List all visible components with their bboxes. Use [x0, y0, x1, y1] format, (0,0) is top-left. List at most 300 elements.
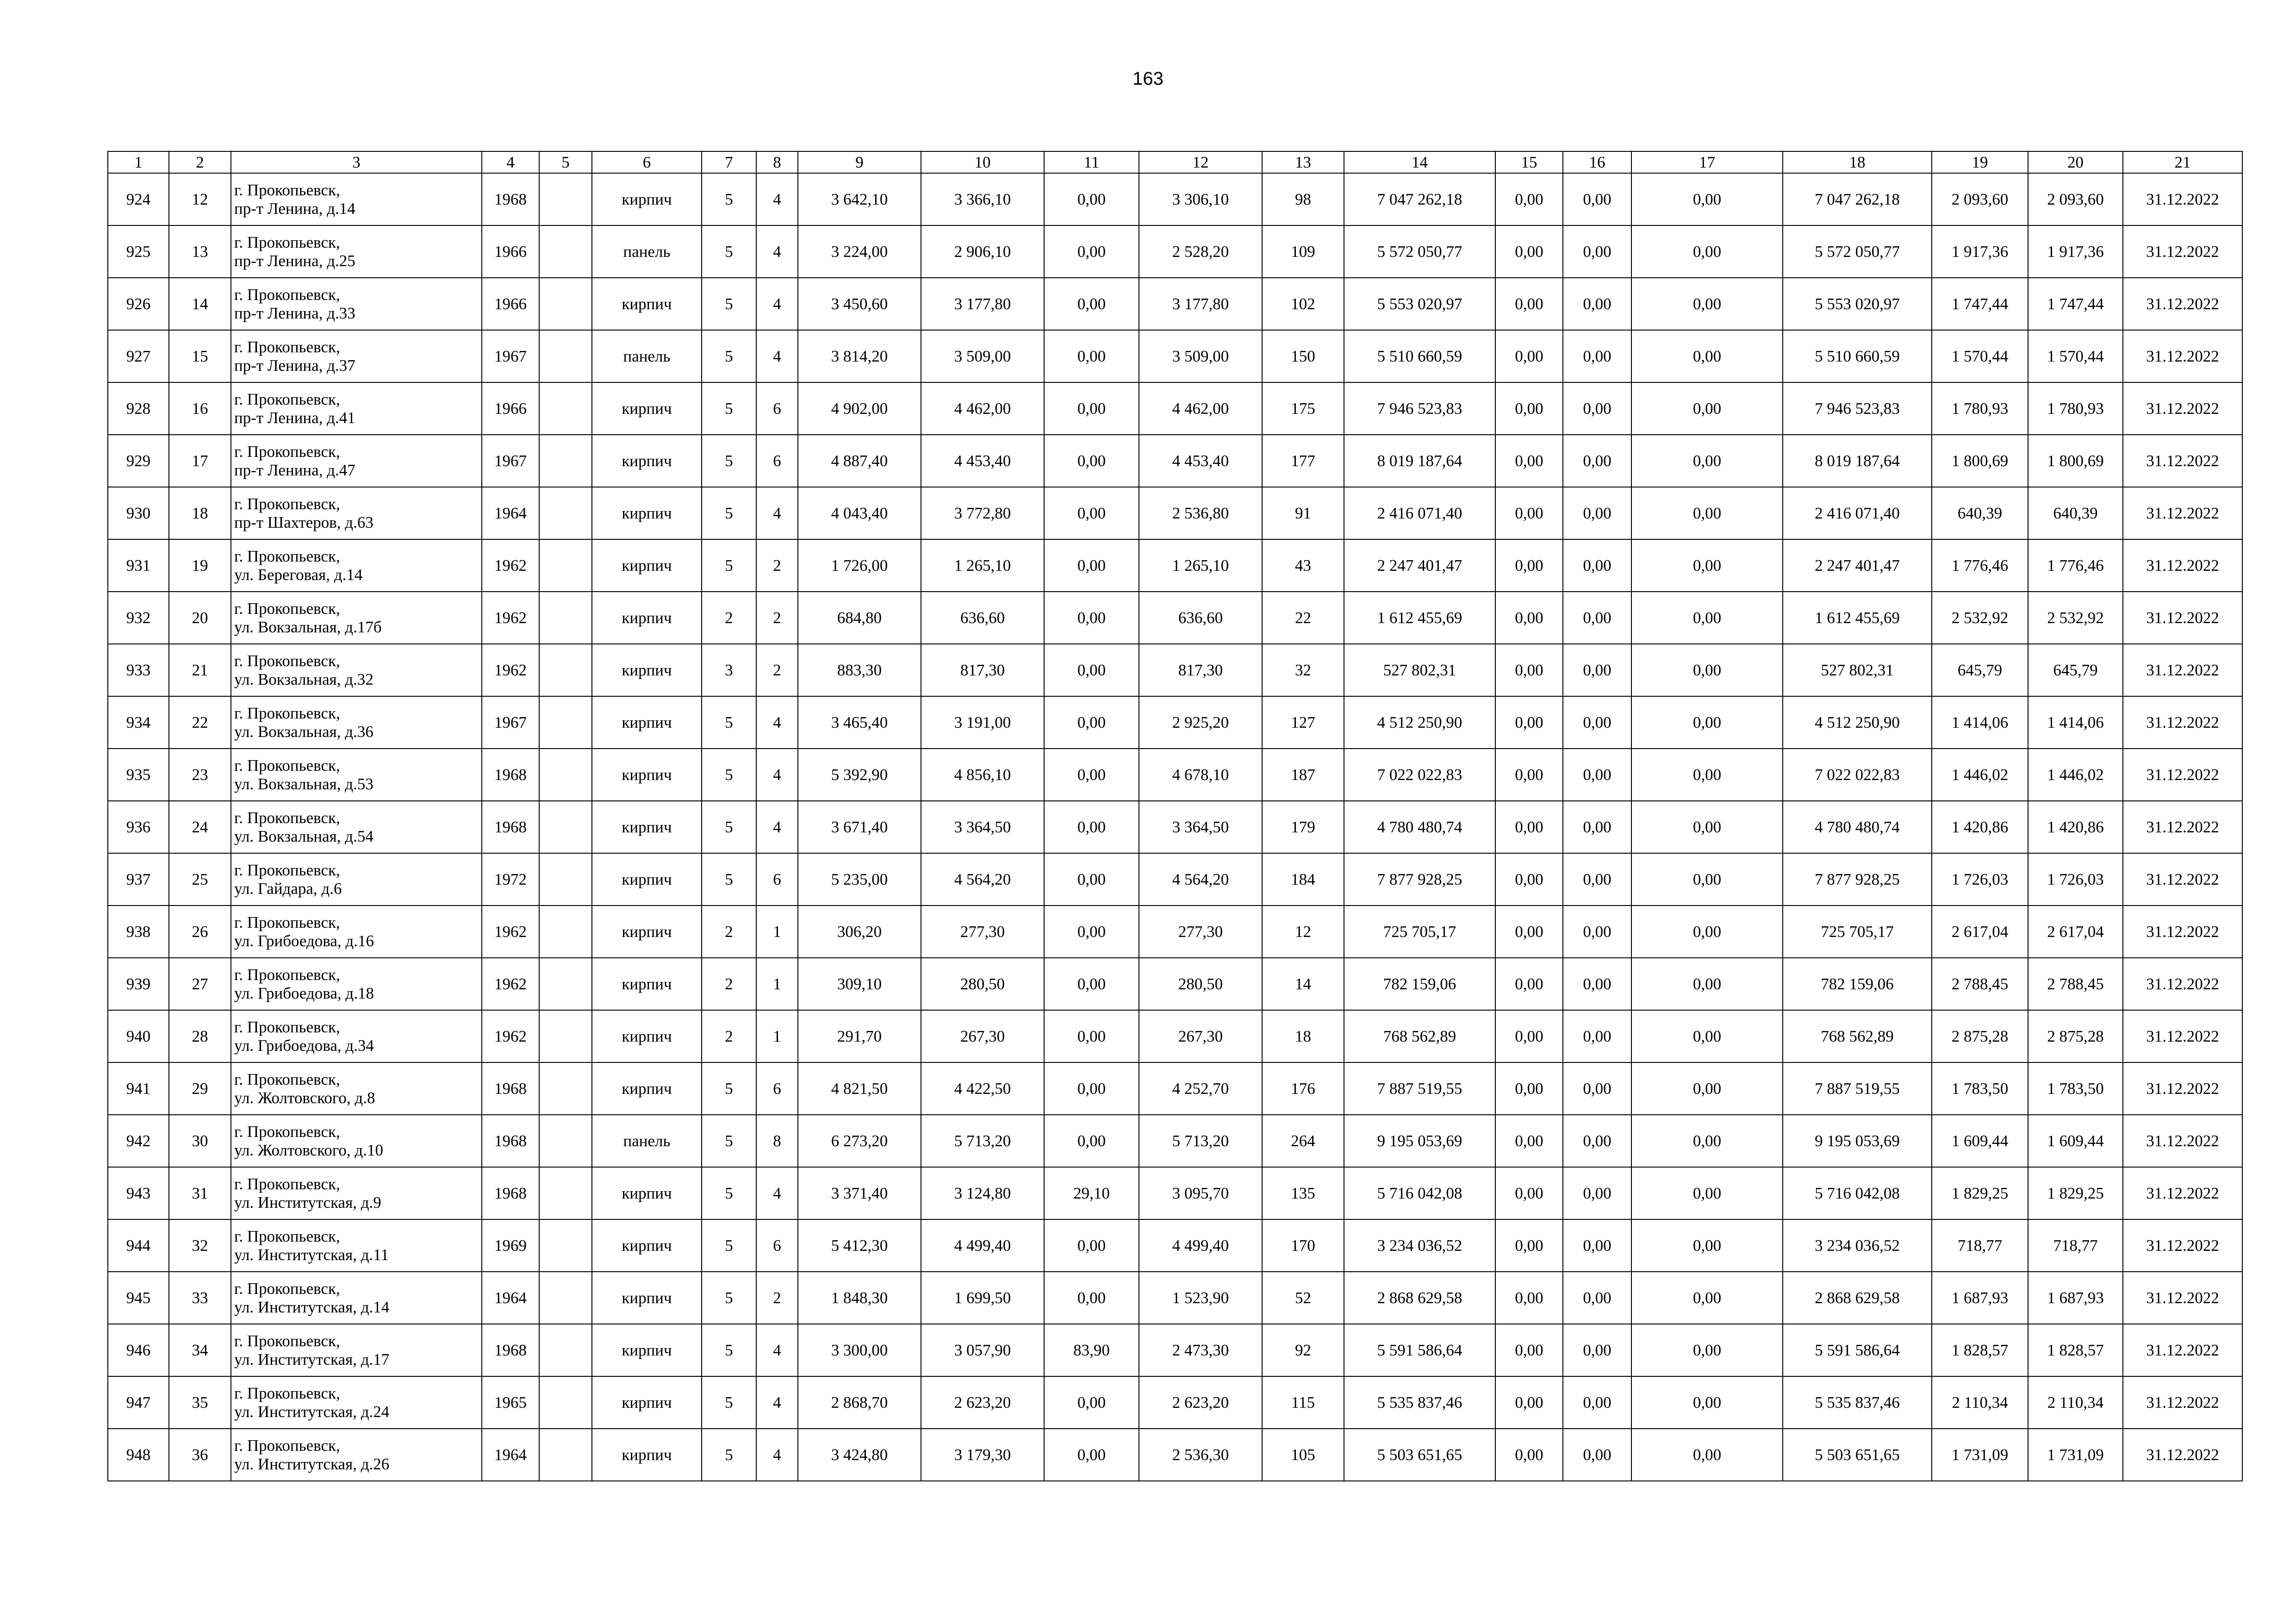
- table-cell-n: 928: [108, 382, 169, 435]
- table-cell-c15: 0,00: [1495, 435, 1563, 487]
- table-row: [108, 487, 2242, 539]
- table-cell-material: панель: [592, 1115, 702, 1167]
- table-cell-c15: 0,00: [1495, 539, 1563, 592]
- table-cell-residents: 105: [1262, 1429, 1344, 1481]
- table-cell-c12: 4 453,40: [1139, 435, 1262, 487]
- table-cell-c5: [539, 592, 592, 644]
- table-cell-living-area: 817,30: [921, 644, 1044, 696]
- table-row: [108, 539, 2242, 592]
- address-cell: [231, 853, 482, 906]
- table-cell-c19: 2 875,28: [1932, 1010, 2028, 1062]
- table-cell-cost: 9 195 053,69: [1344, 1115, 1495, 1167]
- address-cell: [231, 1062, 482, 1115]
- table-cell-material: кирпич: [592, 644, 702, 696]
- address-cell: [231, 1115, 482, 1167]
- table-cell-entrances: 4: [756, 696, 798, 749]
- table-cell-residents: 135: [1262, 1167, 1344, 1219]
- table-cell-living-area: 2 623,20: [921, 1376, 1044, 1429]
- address-city: г. Прокопьевск,: [234, 1018, 340, 1036]
- table-cell-c20: 1 780,93: [2028, 382, 2123, 435]
- table-cell-c17: 0,00: [1631, 906, 1783, 958]
- table-cell-date: 31.12.2022: [2123, 1010, 2242, 1062]
- table-cell-entrances: 1: [756, 958, 798, 1010]
- table-row: [108, 1167, 2242, 1219]
- table-cell-cost: 725 705,17: [1344, 906, 1495, 958]
- table-cell-year: 1968: [482, 749, 539, 801]
- table-cell-c19: 1 446,02: [1932, 749, 2028, 801]
- column-header: 4: [482, 151, 539, 173]
- table-cell-c12: 3 095,70: [1139, 1167, 1262, 1219]
- address-street: пр-т Ленина, д.33: [234, 304, 355, 322]
- table-cell-n: 942: [108, 1115, 169, 1167]
- table-cell-entrances: 2: [756, 539, 798, 592]
- table-cell-n: 933: [108, 644, 169, 696]
- table-cell-material: кирпич: [592, 1219, 702, 1272]
- table-cell-c15: 0,00: [1495, 592, 1563, 644]
- table-cell-living-area: 3 364,50: [921, 801, 1044, 853]
- table-cell-c15: 0,00: [1495, 801, 1563, 853]
- table-cell-total-area: 5 392,90: [798, 749, 921, 801]
- table-cell-c16: 0,00: [1563, 487, 1631, 539]
- table-cell-entrances: 6: [756, 435, 798, 487]
- table-cell-c20: 2 788,45: [2028, 958, 2123, 1010]
- table-cell-idx: 13: [169, 225, 231, 278]
- table-cell-material: кирпич: [592, 1376, 702, 1429]
- table-cell-total-area: 2 868,70: [798, 1376, 921, 1429]
- table-cell-cost: 5 503 651,65: [1344, 1429, 1495, 1481]
- address-street: пр-т Шахтеров, д.63: [234, 513, 373, 531]
- table-cell-cost: 7 887 519,55: [1344, 1062, 1495, 1115]
- table-cell-c17: 0,00: [1631, 225, 1783, 278]
- table-cell-material: кирпич: [592, 696, 702, 749]
- table-cell-year: 1967: [482, 696, 539, 749]
- table-cell-c16: 0,00: [1563, 749, 1631, 801]
- table-cell-year: 1962: [482, 906, 539, 958]
- table-cell-c12: 4 462,00: [1139, 382, 1262, 435]
- table-cell-year: 1968: [482, 1062, 539, 1115]
- table-cell-c19: 1 414,06: [1932, 696, 2028, 749]
- table-cell-n: 945: [108, 1272, 169, 1324]
- table-cell-date: 31.12.2022: [2123, 801, 2242, 853]
- address-city: г. Прокопьевск,: [234, 1070, 340, 1088]
- table-cell-cost: 1 612 455,69: [1344, 592, 1495, 644]
- table-cell-entrances: 6: [756, 1219, 798, 1272]
- table-cell-c15: 0,00: [1495, 1376, 1563, 1429]
- table-cell-c19: 2 110,34: [1932, 1376, 2028, 1429]
- table-cell-c12: 5 713,20: [1139, 1115, 1262, 1167]
- address-street: пр-т Ленина, д.41: [234, 408, 355, 427]
- table-cell-c18: 5 503 651,65: [1783, 1429, 1932, 1481]
- column-header: 6: [592, 151, 702, 173]
- table-cell-c5: [539, 539, 592, 592]
- table-cell-date: 31.12.2022: [2123, 1324, 2242, 1376]
- table-cell-c5: [539, 1010, 592, 1062]
- table-cell-date: 31.12.2022: [2123, 382, 2242, 435]
- table-cell-c19: 1 780,93: [1932, 382, 2028, 435]
- table-cell-idx: 14: [169, 278, 231, 330]
- address-cell: [231, 1219, 482, 1272]
- address-street: ул. Вокзальная, д.32: [234, 670, 373, 688]
- table-cell-total-area: 291,70: [798, 1010, 921, 1062]
- table-cell-c16: 0,00: [1563, 1167, 1631, 1219]
- table-cell-entrances: 2: [756, 1272, 798, 1324]
- table-cell-floors: 5: [702, 1062, 756, 1115]
- table-cell-material: кирпич: [592, 749, 702, 801]
- table-cell-idx: 29: [169, 1062, 231, 1115]
- page-number: 163: [1132, 69, 1164, 89]
- table-cell-cost: 5 553 020,97: [1344, 278, 1495, 330]
- table-cell-c12: 4 252,70: [1139, 1062, 1262, 1115]
- table-cell-c15: 0,00: [1495, 1115, 1563, 1167]
- table-cell-c20: 1 783,50: [2028, 1062, 2123, 1115]
- address-cell: [231, 225, 482, 278]
- table-cell-floors: 5: [702, 487, 756, 539]
- table-cell-floors: 5: [702, 435, 756, 487]
- table-cell-year: 1964: [482, 1429, 539, 1481]
- table-cell-n: 938: [108, 906, 169, 958]
- table-cell-n: 937: [108, 853, 169, 906]
- table-row: [108, 958, 2242, 1010]
- column-header: 14: [1344, 151, 1495, 173]
- table-row: [108, 696, 2242, 749]
- table-cell-living-area: 3 179,30: [921, 1429, 1044, 1481]
- table-cell-entrances: 2: [756, 592, 798, 644]
- table-cell-c17: 0,00: [1631, 382, 1783, 435]
- table-cell-material: кирпич: [592, 1272, 702, 1324]
- table-cell-c11: 0,00: [1044, 853, 1139, 906]
- table-cell-c5: [539, 1324, 592, 1376]
- address-cell: [231, 958, 482, 1010]
- table-cell-residents: 115: [1262, 1376, 1344, 1429]
- address-city: г. Прокопьевск,: [234, 861, 340, 879]
- table-cell-living-area: 3 191,00: [921, 696, 1044, 749]
- table-cell-c19: 1 609,44: [1932, 1115, 2028, 1167]
- table-cell-c20: 2 093,60: [2028, 173, 2123, 225]
- table-cell-n: 926: [108, 278, 169, 330]
- table-cell-idx: 21: [169, 644, 231, 696]
- table-cell-c11: 0,00: [1044, 278, 1139, 330]
- table-cell-entrances: 4: [756, 1376, 798, 1429]
- address-city: г. Прокопьевск,: [234, 1331, 340, 1350]
- table-cell-c12: 817,30: [1139, 644, 1262, 696]
- table-cell-n: 934: [108, 696, 169, 749]
- table-cell-living-area: 1 699,50: [921, 1272, 1044, 1324]
- table-cell-c15: 0,00: [1495, 644, 1563, 696]
- table-cell-floors: 5: [702, 278, 756, 330]
- address-city: г. Прокопьевск,: [234, 1174, 340, 1193]
- table-cell-idx: 26: [169, 906, 231, 958]
- table-cell-c18: 5 535 837,46: [1783, 1376, 1932, 1429]
- table-cell-date: 31.12.2022: [2123, 487, 2242, 539]
- table-cell-c15: 0,00: [1495, 1324, 1563, 1376]
- table-cell-year: 1962: [482, 958, 539, 1010]
- table-cell-total-area: 4 887,40: [798, 435, 921, 487]
- table-row: [108, 1010, 2242, 1062]
- table-cell-c19: 2 617,04: [1932, 906, 2028, 958]
- table-cell-n: 939: [108, 958, 169, 1010]
- table-cell-entrances: 1: [756, 906, 798, 958]
- table-cell-n: 948: [108, 1429, 169, 1481]
- address-city: г. Прокопьевск,: [234, 442, 340, 461]
- table-cell-c16: 0,00: [1563, 173, 1631, 225]
- address-city: г. Прокопьевск,: [234, 913, 340, 931]
- address-street: пр-т Ленина, д.37: [234, 356, 355, 375]
- table-cell-material: кирпич: [592, 539, 702, 592]
- table-cell-c15: 0,00: [1495, 1429, 1563, 1481]
- table-cell-date: 31.12.2022: [2123, 1272, 2242, 1324]
- table-cell-residents: 92: [1262, 1324, 1344, 1376]
- table-row: [108, 330, 2242, 382]
- table-cell-cost: 7 022 022,83: [1344, 749, 1495, 801]
- table-cell-year: 1964: [482, 487, 539, 539]
- table-cell-c15: 0,00: [1495, 487, 1563, 539]
- address-city: г. Прокопьевск,: [234, 808, 340, 827]
- table-cell-date: 31.12.2022: [2123, 958, 2242, 1010]
- table-cell-cost: 5 510 660,59: [1344, 330, 1495, 382]
- address-cell: [231, 173, 482, 225]
- table-cell-c15: 0,00: [1495, 1272, 1563, 1324]
- address-cell: [231, 696, 482, 749]
- table-cell-idx: 19: [169, 539, 231, 592]
- table-cell-residents: 184: [1262, 853, 1344, 906]
- address-street: ул. Институтская, д.26: [234, 1455, 390, 1473]
- table-cell-c17: 0,00: [1631, 1429, 1783, 1481]
- table-cell-c15: 0,00: [1495, 1062, 1563, 1115]
- table-cell-c20: 2 110,34: [2028, 1376, 2123, 1429]
- table-cell-c5: [539, 1272, 592, 1324]
- table-cell-floors: 5: [702, 330, 756, 382]
- address-cell: [231, 1376, 482, 1429]
- address-cell: [231, 906, 482, 958]
- table-cell-c19: 2 093,60: [1932, 173, 2028, 225]
- table-cell-entrances: 4: [756, 330, 798, 382]
- table-cell-idx: 36: [169, 1429, 231, 1481]
- table-cell-c18: 7 877 928,25: [1783, 853, 1932, 906]
- table-cell-date: 31.12.2022: [2123, 1219, 2242, 1272]
- address-street: ул. Грибоедова, д.16: [234, 931, 374, 950]
- table-cell-c16: 0,00: [1563, 853, 1631, 906]
- table-header: [108, 151, 2242, 173]
- table-cell-c15: 0,00: [1495, 853, 1563, 906]
- table-cell-n: 925: [108, 225, 169, 278]
- table-row: [108, 1219, 2242, 1272]
- table-cell-idx: 22: [169, 696, 231, 749]
- table-cell-total-area: 3 424,80: [798, 1429, 921, 1481]
- table-row: [108, 435, 2242, 487]
- table-cell-floors: 5: [702, 1429, 756, 1481]
- table-cell-residents: 187: [1262, 749, 1344, 801]
- table-cell-total-area: 1 848,30: [798, 1272, 921, 1324]
- table-cell-entrances: 1: [756, 1010, 798, 1062]
- table-cell-idx: 24: [169, 801, 231, 853]
- table-cell-cost: 782 159,06: [1344, 958, 1495, 1010]
- table-cell-idx: 32: [169, 1219, 231, 1272]
- table-cell-date: 31.12.2022: [2123, 278, 2242, 330]
- table-cell-material: кирпич: [592, 435, 702, 487]
- table-cell-c18: 4 512 250,90: [1783, 696, 1932, 749]
- table-cell-cost: 2 868 629,58: [1344, 1272, 1495, 1324]
- address-street: пр-т Ленина, д.25: [234, 251, 355, 270]
- table-cell-c17: 0,00: [1631, 853, 1783, 906]
- table-row: [108, 382, 2242, 435]
- table-cell-residents: 150: [1262, 330, 1344, 382]
- table-cell-living-area: 636,60: [921, 592, 1044, 644]
- table-cell-c20: 1 800,69: [2028, 435, 2123, 487]
- table-cell-date: 31.12.2022: [2123, 853, 2242, 906]
- table-cell-c11: 0,00: [1044, 644, 1139, 696]
- table-cell-entrances: 6: [756, 382, 798, 435]
- table-cell-c20: 1 687,93: [2028, 1272, 2123, 1324]
- address-street: ул. Гайдара, д.6: [234, 879, 342, 898]
- table-cell-total-area: 309,10: [798, 958, 921, 1010]
- table-cell-date: 31.12.2022: [2123, 330, 2242, 382]
- address-cell: [231, 1324, 482, 1376]
- table-cell-c11: 0,00: [1044, 225, 1139, 278]
- table-cell-c5: [539, 958, 592, 1010]
- table-cell-c5: [539, 225, 592, 278]
- table-cell-c11: 0,00: [1044, 382, 1139, 435]
- table-cell-living-area: 3 366,10: [921, 173, 1044, 225]
- table-cell-c5: [539, 1376, 592, 1429]
- table-row: [108, 644, 2242, 696]
- table-cell-total-area: 4 043,40: [798, 487, 921, 539]
- table-cell-cost: 7 877 928,25: [1344, 853, 1495, 906]
- table-cell-c19: 718,77: [1932, 1219, 2028, 1272]
- table-cell-c12: 3 306,10: [1139, 173, 1262, 225]
- table-cell-floors: 5: [702, 173, 756, 225]
- table-cell-c20: 1 446,02: [2028, 749, 2123, 801]
- table-cell-total-area: 5 412,30: [798, 1219, 921, 1272]
- address-cell: [231, 539, 482, 592]
- table-cell-c5: [539, 330, 592, 382]
- table-cell-year: 1968: [482, 1167, 539, 1219]
- table-cell-idx: 33: [169, 1272, 231, 1324]
- address-street: ул. Береговая, д.14: [234, 565, 363, 584]
- table-cell-c15: 0,00: [1495, 1167, 1563, 1219]
- table-cell-living-area: 4 564,20: [921, 853, 1044, 906]
- table-cell-c16: 0,00: [1563, 958, 1631, 1010]
- address-street: ул. Институтская, д.14: [234, 1298, 390, 1316]
- table-cell-c18: 2 868 629,58: [1783, 1272, 1932, 1324]
- table-row: [108, 1429, 2242, 1481]
- table-cell-cost: 2 416 071,40: [1344, 487, 1495, 539]
- table-body: [108, 173, 2242, 1481]
- table-cell-c16: 0,00: [1563, 906, 1631, 958]
- table-cell-c11: 0,00: [1044, 1062, 1139, 1115]
- table-cell-n: 936: [108, 801, 169, 853]
- table-row: [108, 1115, 2242, 1167]
- address-cell: [231, 382, 482, 435]
- table-cell-floors: 5: [702, 1376, 756, 1429]
- table-cell-idx: 16: [169, 382, 231, 435]
- table-cell-c18: 5 591 586,64: [1783, 1324, 1932, 1376]
- address-city: г. Прокопьевск,: [234, 1436, 340, 1455]
- address-city: г. Прокопьевск,: [234, 1279, 340, 1298]
- table-cell-c17: 0,00: [1631, 539, 1783, 592]
- table-cell-floors: 5: [702, 382, 756, 435]
- table-cell-c18: 2 247 401,47: [1783, 539, 1932, 592]
- address-city: г. Прокопьевск,: [234, 1384, 340, 1402]
- table-cell-c5: [539, 749, 592, 801]
- table-cell-c5: [539, 696, 592, 749]
- table-cell-material: кирпич: [592, 1167, 702, 1219]
- table-cell-c17: 0,00: [1631, 330, 1783, 382]
- table-cell-c16: 0,00: [1563, 1272, 1631, 1324]
- table-cell-c16: 0,00: [1563, 1219, 1631, 1272]
- table-cell-c18: 7 022 022,83: [1783, 749, 1932, 801]
- table-cell-c17: 0,00: [1631, 1219, 1783, 1272]
- table-cell-c16: 0,00: [1563, 382, 1631, 435]
- table-cell-c5: [539, 1115, 592, 1167]
- table-cell-residents: 179: [1262, 801, 1344, 853]
- table-cell-entrances: 4: [756, 278, 798, 330]
- table-cell-c20: 1 747,44: [2028, 278, 2123, 330]
- table-cell-c20: 2 875,28: [2028, 1010, 2123, 1062]
- table-cell-material: кирпич: [592, 487, 702, 539]
- table-cell-cost: 7 946 523,83: [1344, 382, 1495, 435]
- table-cell-floors: 5: [702, 749, 756, 801]
- table-row: [108, 906, 2242, 958]
- table-cell-c15: 0,00: [1495, 1010, 1563, 1062]
- table-cell-cost: 7 047 262,18: [1344, 173, 1495, 225]
- address-street: ул. Институтская, д.9: [234, 1193, 381, 1212]
- table-cell-material: кирпич: [592, 853, 702, 906]
- table-cell-year: 1962: [482, 1010, 539, 1062]
- table-cell-c18: 527 802,31: [1783, 644, 1932, 696]
- column-header: 11: [1044, 151, 1139, 173]
- table-cell-total-area: 306,20: [798, 906, 921, 958]
- table-cell-c19: 1 726,03: [1932, 853, 2028, 906]
- table-cell-c18: 5 510 660,59: [1783, 330, 1932, 382]
- table-cell-c12: 277,30: [1139, 906, 1262, 958]
- table-cell-date: 31.12.2022: [2123, 1115, 2242, 1167]
- table-cell-c19: 1 747,44: [1932, 278, 2028, 330]
- address-city: г. Прокопьевск,: [234, 599, 340, 618]
- address-street: пр-т Ленина, д.47: [234, 461, 355, 479]
- table-cell-residents: 170: [1262, 1219, 1344, 1272]
- table-cell-c11: 0,00: [1044, 906, 1139, 958]
- table-cell-total-area: 3 814,20: [798, 330, 921, 382]
- table-cell-residents: 176: [1262, 1062, 1344, 1115]
- table-cell-c20: 718,77: [2028, 1219, 2123, 1272]
- table-cell-c16: 0,00: [1563, 330, 1631, 382]
- table-cell-residents: 102: [1262, 278, 1344, 330]
- column-header: 7: [702, 151, 756, 173]
- table-cell-floors: 5: [702, 539, 756, 592]
- address-city: г. Прокопьевск,: [234, 285, 340, 304]
- address-cell: [231, 592, 482, 644]
- table-cell-c19: 640,39: [1932, 487, 2028, 539]
- table-cell-residents: 91: [1262, 487, 1344, 539]
- address-cell: [231, 644, 482, 696]
- address-city: г. Прокопьевск,: [234, 337, 340, 356]
- address-city: г. Прокопьевск,: [234, 965, 340, 984]
- table-cell-cost: 8 019 187,64: [1344, 435, 1495, 487]
- table-cell-c17: 0,00: [1631, 1324, 1783, 1376]
- table-cell-entrances: 4: [756, 1429, 798, 1481]
- address-cell: [231, 801, 482, 853]
- table-cell-c12: 2 925,20: [1139, 696, 1262, 749]
- table-cell-entrances: 4: [756, 225, 798, 278]
- column-header: 10: [921, 151, 1044, 173]
- table-cell-c19: 2 788,45: [1932, 958, 2028, 1010]
- table-cell-c5: [539, 382, 592, 435]
- table-cell-c11: 0,00: [1044, 173, 1139, 225]
- address-cell: [231, 435, 482, 487]
- table-cell-living-area: 4 422,50: [921, 1062, 1044, 1115]
- table-cell-living-area: 3 124,80: [921, 1167, 1044, 1219]
- table-cell-floors: 5: [702, 1219, 756, 1272]
